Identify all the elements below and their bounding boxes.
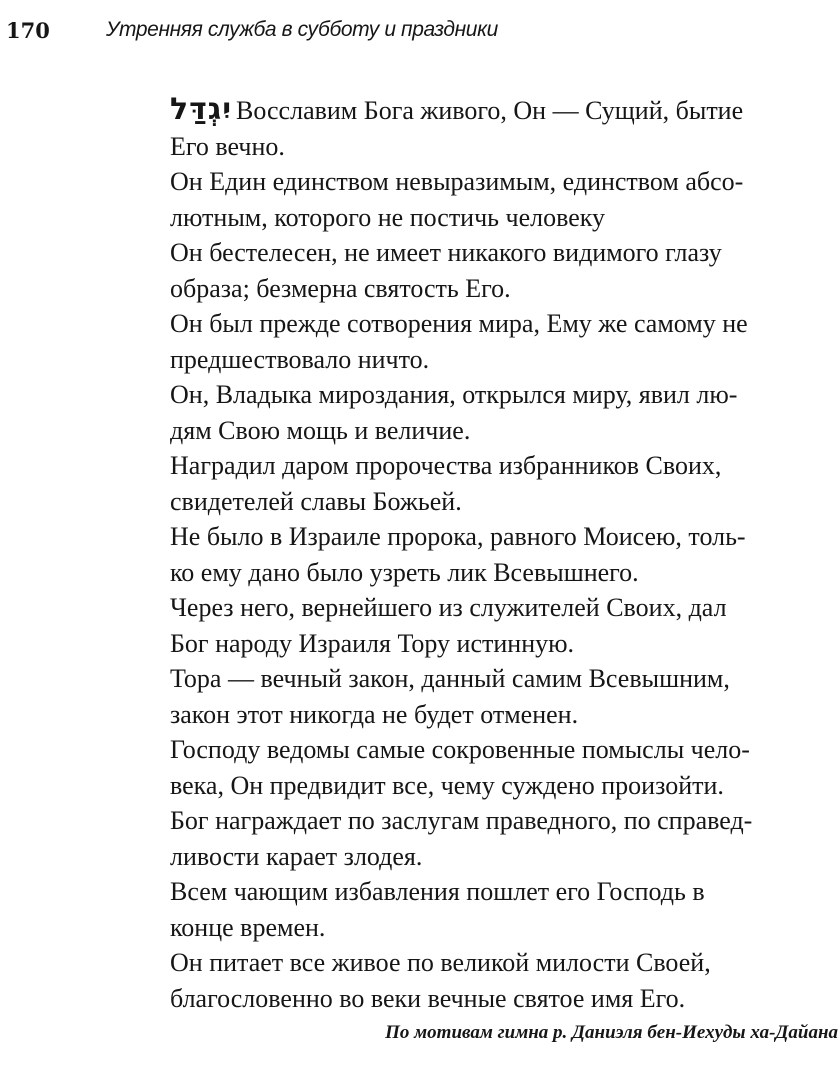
stanza-line: Его вечно. bbox=[170, 131, 285, 161]
stanza bbox=[170, 803, 838, 874]
stanza-line: ливости карает злодея. bbox=[170, 841, 423, 871]
stanza-line: конце времен. bbox=[170, 912, 326, 942]
stanza-line: закон этот никогда не будет отменен. bbox=[170, 699, 579, 729]
stanza-line: свидетелей славы Божьей. bbox=[170, 486, 462, 516]
stanza bbox=[170, 306, 838, 377]
stanza-line-text: Восславим Бога живого, Он — Сущий, бытие bbox=[236, 96, 744, 125]
stanza bbox=[170, 732, 838, 803]
page-number: 170 bbox=[6, 18, 50, 43]
stanza bbox=[170, 874, 838, 945]
stanza-line: Он Един единством невыразимым, единством абсо- bbox=[170, 167, 744, 196]
stanza bbox=[170, 164, 838, 235]
hebrew-opening-word: יִגְדַּל bbox=[170, 92, 233, 127]
running-head bbox=[6, 16, 838, 50]
hymn-text bbox=[170, 92, 838, 1016]
stanza bbox=[170, 519, 838, 590]
attribution: По мотивам гимна р. Даниэля бен-Иехуды ха-Дайана bbox=[385, 1022, 838, 1043]
stanza-line: Он бестелесен, не имеет никакого видимого глазу bbox=[170, 238, 722, 267]
stanza-line: Он питает все живое по великой милости Своей, bbox=[170, 948, 711, 977]
stanza-line: Не было в Израиле пророка, равного Моисею, толь- bbox=[170, 522, 746, 551]
stanza-line: благословенно во веки вечные святое имя Его. bbox=[170, 983, 686, 1013]
stanza-line: Наградил даром пророчества избранников Своих, bbox=[170, 451, 722, 480]
stanza-line: Тора — вечный закон, данный самим Всевышним, bbox=[170, 664, 730, 693]
stanza-line: лютным, которого не постичь человеку bbox=[170, 202, 606, 232]
stanza-line: века, Он предвидит все, чему суждено произойти. bbox=[170, 770, 724, 800]
stanza-line: Господу ведомы самые сокровенные помыслы чело- bbox=[170, 735, 750, 764]
stanza-line: Он, Владыка мироздания, открылся миру, явил лю- bbox=[170, 380, 738, 409]
stanza bbox=[170, 661, 838, 732]
stanza-line: образа; безмерна святость Его. bbox=[170, 273, 511, 303]
stanza-line: ко ему дано было узреть лик Всевышнего. bbox=[170, 557, 639, 587]
stanza-line: Через него, вернейшего из служителей Своих, дал bbox=[170, 593, 727, 622]
stanza bbox=[170, 377, 838, 448]
stanza bbox=[170, 945, 838, 1016]
stanza-line: Бог народу Израиля Тору истинную. bbox=[170, 628, 575, 658]
stanza-line bbox=[170, 92, 838, 129]
stanza-line: предшествовало ничто. bbox=[170, 344, 430, 374]
stanza-line: Всем чающим избавления пошлет его Господь в bbox=[170, 877, 705, 906]
stanza-line: Бог награждает по заслугам праведного, по справед- bbox=[170, 806, 753, 835]
stanza bbox=[170, 590, 838, 661]
stanza-line: Он был прежде сотворения мира, Ему же самому не bbox=[170, 309, 748, 338]
stanza-line: дям Свою мощь и величие. bbox=[170, 415, 471, 445]
stanza bbox=[170, 92, 838, 164]
running-head-title: Утренняя служба в субботу и праздники bbox=[106, 18, 498, 41]
stanza bbox=[170, 235, 838, 306]
stanza bbox=[170, 448, 838, 519]
